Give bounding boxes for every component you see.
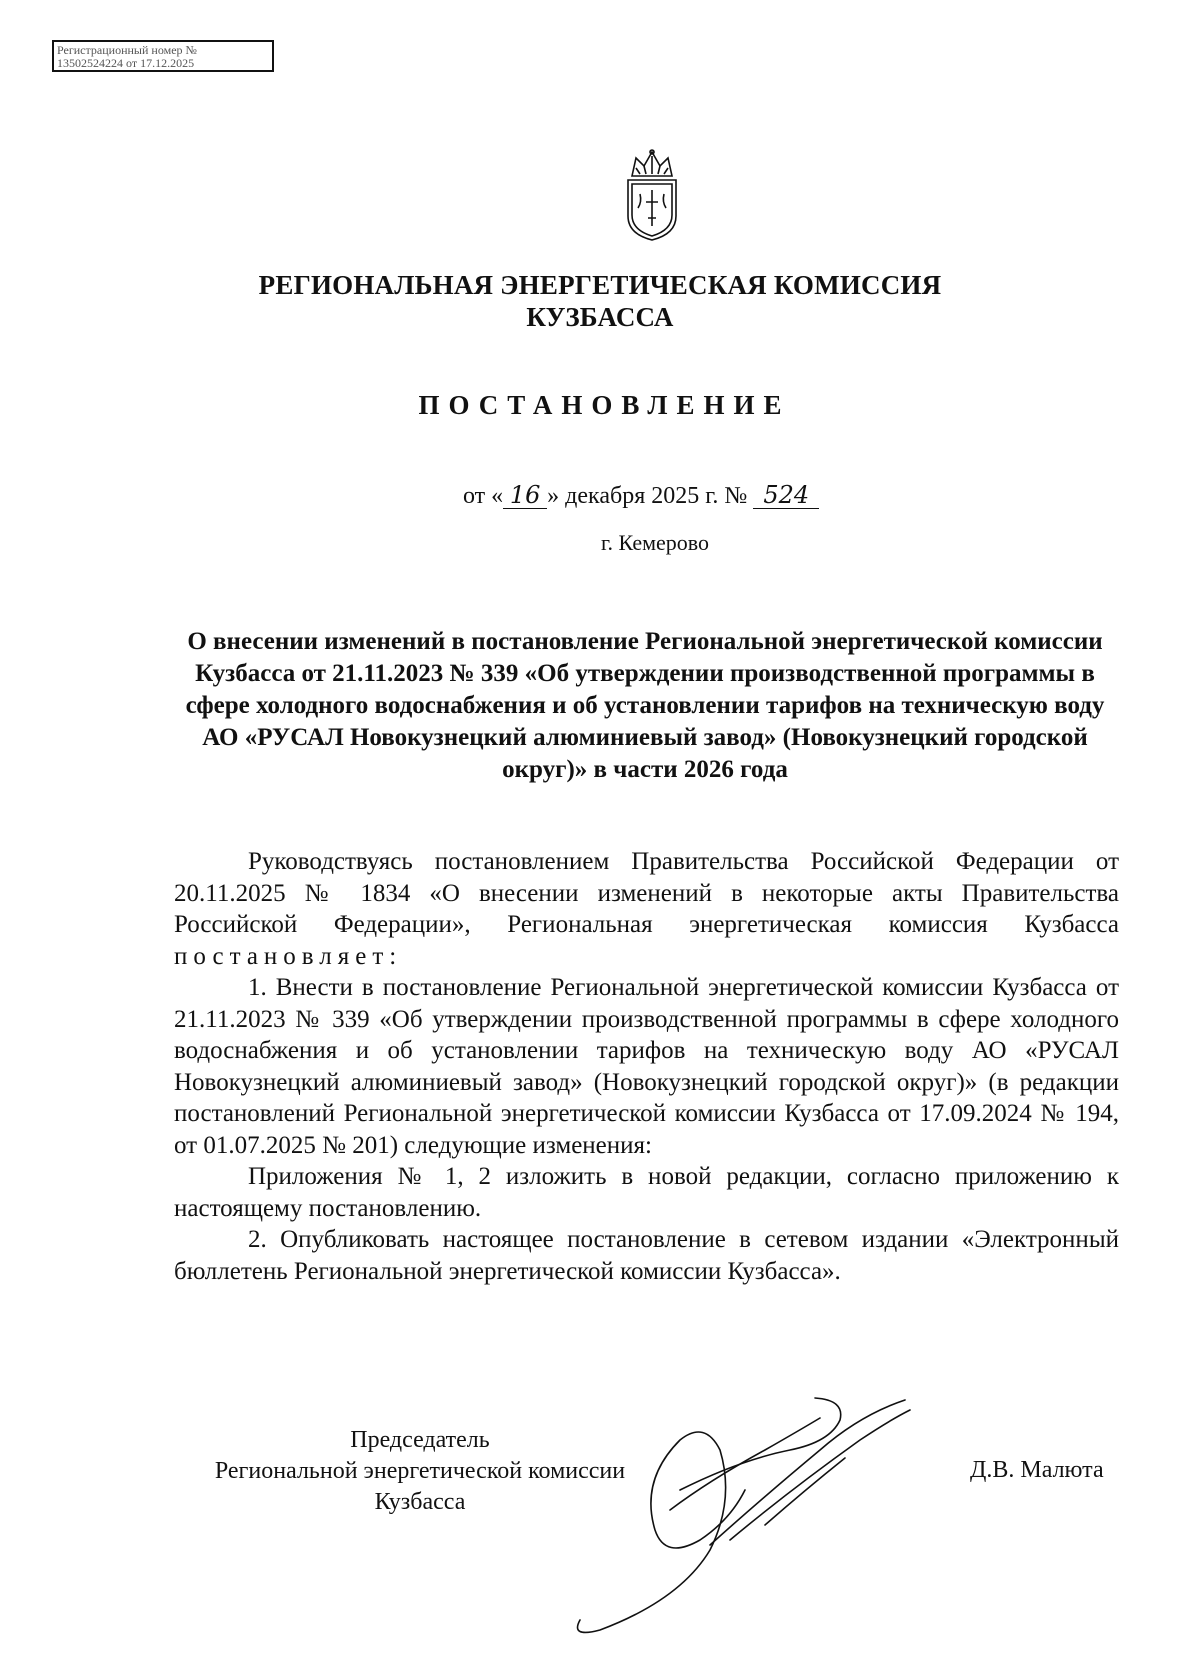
item-2: 2. Опубликовать настоящее постановление в сетевом издании «Электронный бюллетень Региональной энергетической комиссии Кузбасса». bbox=[174, 1226, 1119, 1285]
document-subject: О внесении изменений в постановление Региональной энергетической комиссии Кузбасса от 21.11.2023 № 339 «Об утверждении производственной программы в сфере холодного водоснабжения и об установлении тарифов на техническую воду АО «РУСАЛ Новокузнецкий алюминиевый завод» (Новокузнецкий городской округ)» в части 2026 года bbox=[185, 628, 1105, 783]
signatory-name: Д.В. Малюта bbox=[970, 1457, 1104, 1483]
organization-name: РЕГИОНАЛЬНАЯ ЭНЕРГЕТИЧЕСКАЯ КОМИССИЯ bbox=[258, 270, 942, 300]
preamble-paragraph bbox=[174, 846, 1119, 972]
signatory-title-line3: Кузбасса bbox=[374, 1489, 466, 1515]
date-line bbox=[463, 482, 819, 510]
coat-of-arms-icon bbox=[620, 146, 684, 242]
item-1-detail: Приложения № 1, 2 изложить в новой редакции, согласно приложению к настоящему постановлению. bbox=[174, 1163, 1119, 1222]
registration-line1: Регистрационный номер № bbox=[57, 44, 197, 57]
signatory-title-line2: Региональной энергетической комиссии bbox=[214, 1458, 626, 1484]
document-body bbox=[174, 846, 1119, 1287]
organization-region: КУЗБАССА bbox=[526, 302, 674, 332]
registration-line2: 13502524224 от 17.12.2025 bbox=[57, 57, 195, 70]
handwritten-signature bbox=[560, 1380, 1010, 1660]
date-day-handwritten: 16 bbox=[503, 482, 547, 509]
registration-stamp bbox=[52, 40, 274, 72]
date-prefix: от « bbox=[463, 483, 504, 509]
resolves-word: постановляет: bbox=[174, 942, 403, 970]
signatory-title-line1: Председатель bbox=[350, 1427, 490, 1453]
city: г. Кемерово bbox=[600, 530, 710, 555]
date-middle: » декабря 2025 г. № bbox=[547, 483, 748, 509]
document-number-handwritten: 524 bbox=[753, 482, 819, 509]
document-type: ПОСТАНОВЛЕНИЕ bbox=[418, 390, 791, 420]
item-1: 1. Внести в постановление Региональной энергетической комиссии Кузбасса от 21.11.2023 № 339 «Об утверждении производственной программы в сфере холодного водоснабжения и об установлении тарифов на техническую воду АО «РУСАЛ Новокузнецкий алюминиевый завод» (Новокузнецкий городской округ)» (в редакции постановлений Региональной энергетической комиссии Кузбасса от 17.09.2024 № 194, от 01.07.2025 № 201) следующие изменения: bbox=[174, 974, 1119, 1159]
preamble-text: Руководствуясь постановлением Правительства Российской Федерации от 20.11.2025 № 1834 «О внесении изменений в некоторые акты Правительства Российской Федерации», Региональная энергетическая комиссия Кузбасса bbox=[174, 848, 1119, 938]
